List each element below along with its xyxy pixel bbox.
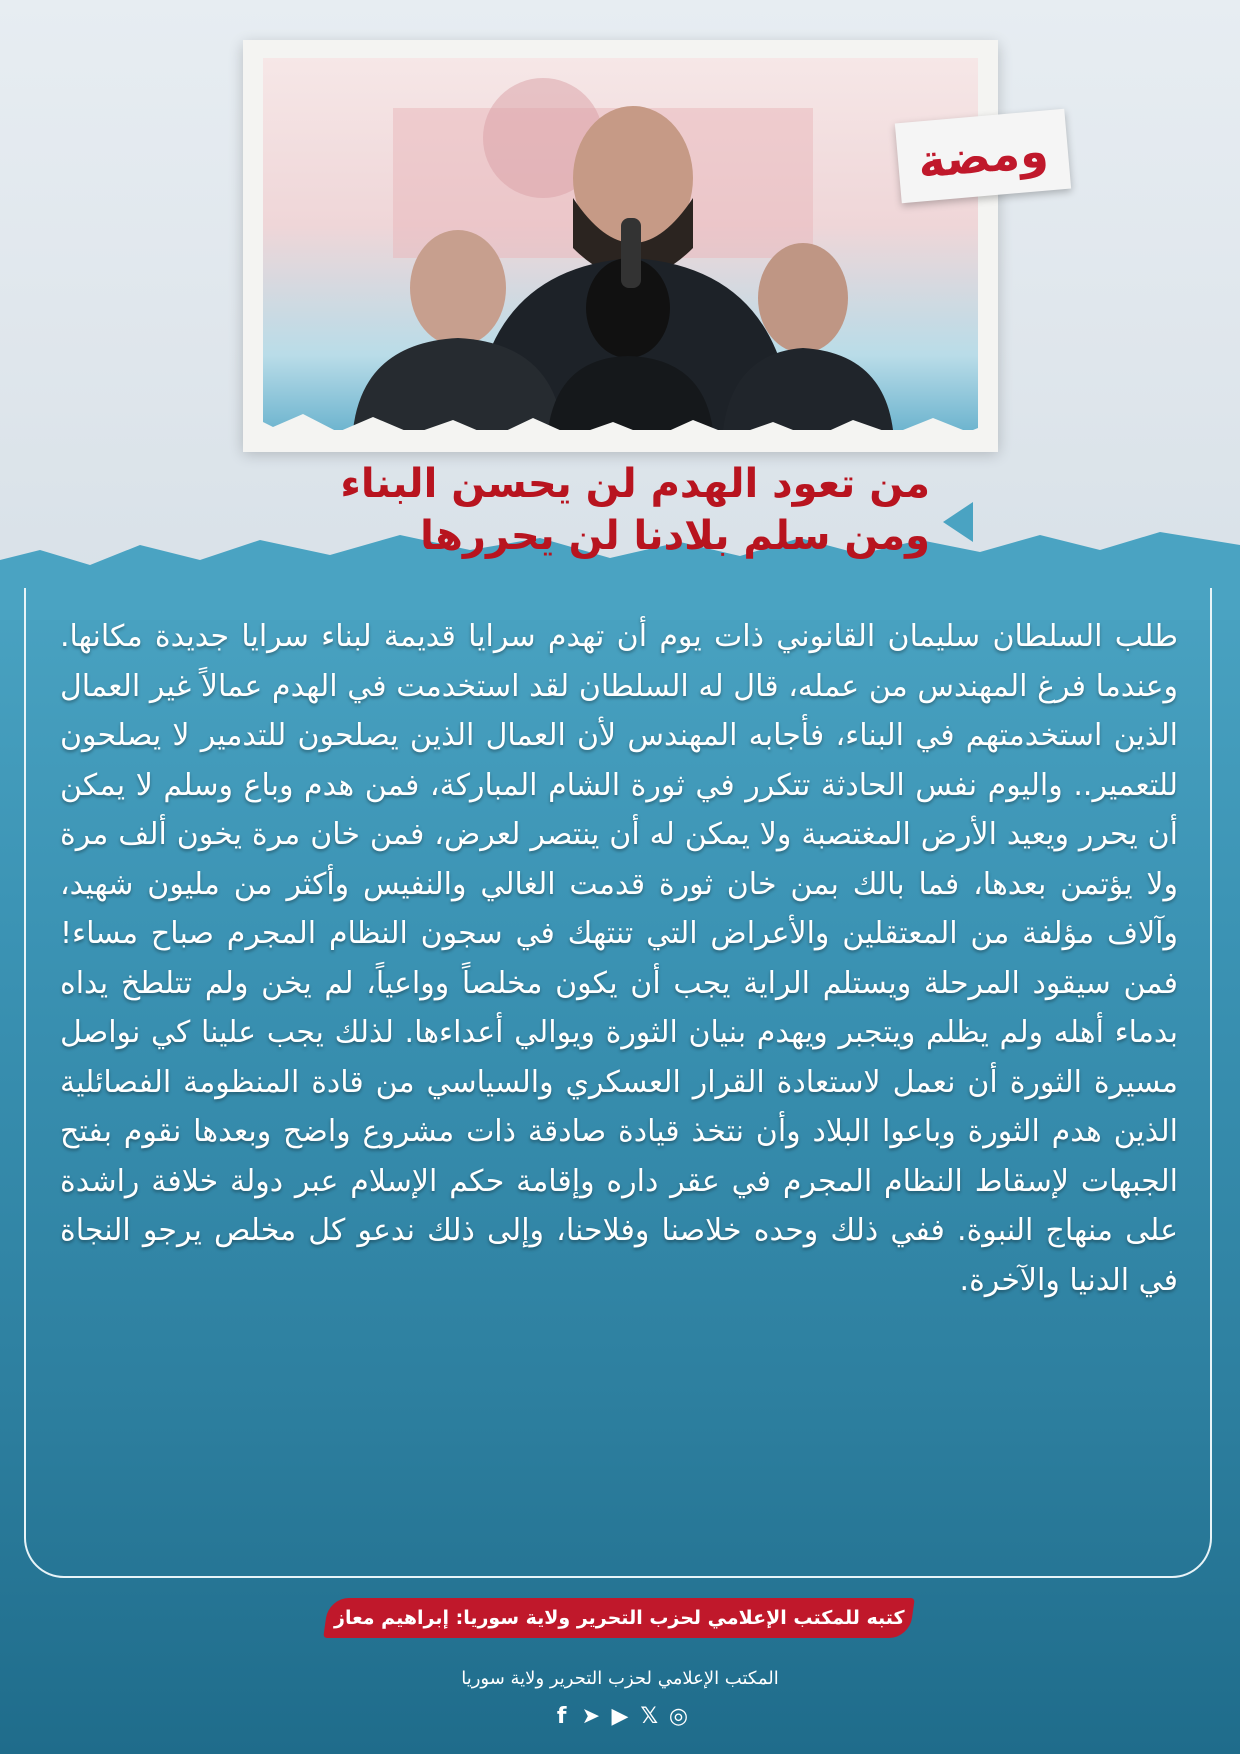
telegram-icon[interactable]: ➤ (581, 1704, 601, 1729)
footer-title: المكتب الإعلامي لحزب التحرير ولاية سوريا (461, 1668, 779, 1689)
headline-line-1: من تعود الهدم لن يحسن البناء (340, 461, 930, 507)
youtube-icon[interactable]: ▶ (611, 1704, 629, 1729)
photo-frame (243, 40, 998, 450)
byline-text: كتبه للمكتب الإعلامي لحزب التحرير ولاية سوريا: إبراهيم معاز (333, 1607, 905, 1629)
headline (290, 458, 930, 562)
featured-photo (263, 58, 978, 430)
arrow-icon (943, 502, 973, 542)
social-icons (550, 1704, 690, 1734)
facebook-icon[interactable]: f (556, 1704, 567, 1729)
author-byline (323, 1598, 915, 1638)
wamda-badge (895, 109, 1071, 204)
headline-line-2: ومن سلم بلادنا لن يحررها (420, 513, 930, 559)
badge-label: ومضة (915, 123, 1051, 189)
article-body: طلب السلطان سليمان القانوني ذات يوم أن تهدم سرايا قديمة لبناء سرايا جديدة مكانها. وعندما فرغ المهندس من عمله، قال له السلطان لقد استخدمت في الهدم عمالاً غير العمال الذين استخدمتهم في البناء، فأجابه المهندس لأن العمال الذين يصلحون للتدمير لا يصلحون للتعمير.. واليوم نفس الحادثة تتكرر في ثورة الشام المباركة، فمن هدم وباع وسلم لا يمكن أن يحرر ويعيد الأرض المغتصبة ولا يمكن له أن ينتصر لعرض، فمن خان مرة يخون ألف مرة ولا يؤتمن بعدها، فما بالك بمن خان ثورة قدمت الغالي والنفيس وأكثر من مليون شهيد، وآلاف مؤلفة من المعتقلين والأعراض التي تنتهك في سجون النظام المجرم صباح مساء! فمن سيقود المرحلة ويستلم الراية يجب أن يكون مخلصاً وواعياً، لم يخن ولم تتلطخ يداه بدماء أهله ولم يظلم ويتجبر ويهدم بنيان الثورة ويوالي أعداءها. لذلك يجب علينا كي نواصل مسيرة الثورة أن نعمل لاستعادة القرار العسكري والسياسي من قادة المنظومة الفصائلية الذين هدم الثورة وباعوا البلاد وأن نتخذ قيادة صادقة ذات مشروع واضح وبعدها نقوم بفتح الجبهات لإسقاط النظام المجرم في عقر داره وإقامة حكم الإسلام عبر دولة خلافة راشدة على منهاج النبوة. ففي ذلك وحده خلاصنا وفلاحنا، وإلى ذلك ندعو كل مخلص يرجو النجاة في الدنيا والآخرة. (60, 619, 1178, 1298)
website-icon[interactable]: ◎ (668, 1704, 689, 1729)
x-icon[interactable]: 𝕏 (640, 1704, 659, 1729)
photo-torn-edge (243, 392, 998, 452)
